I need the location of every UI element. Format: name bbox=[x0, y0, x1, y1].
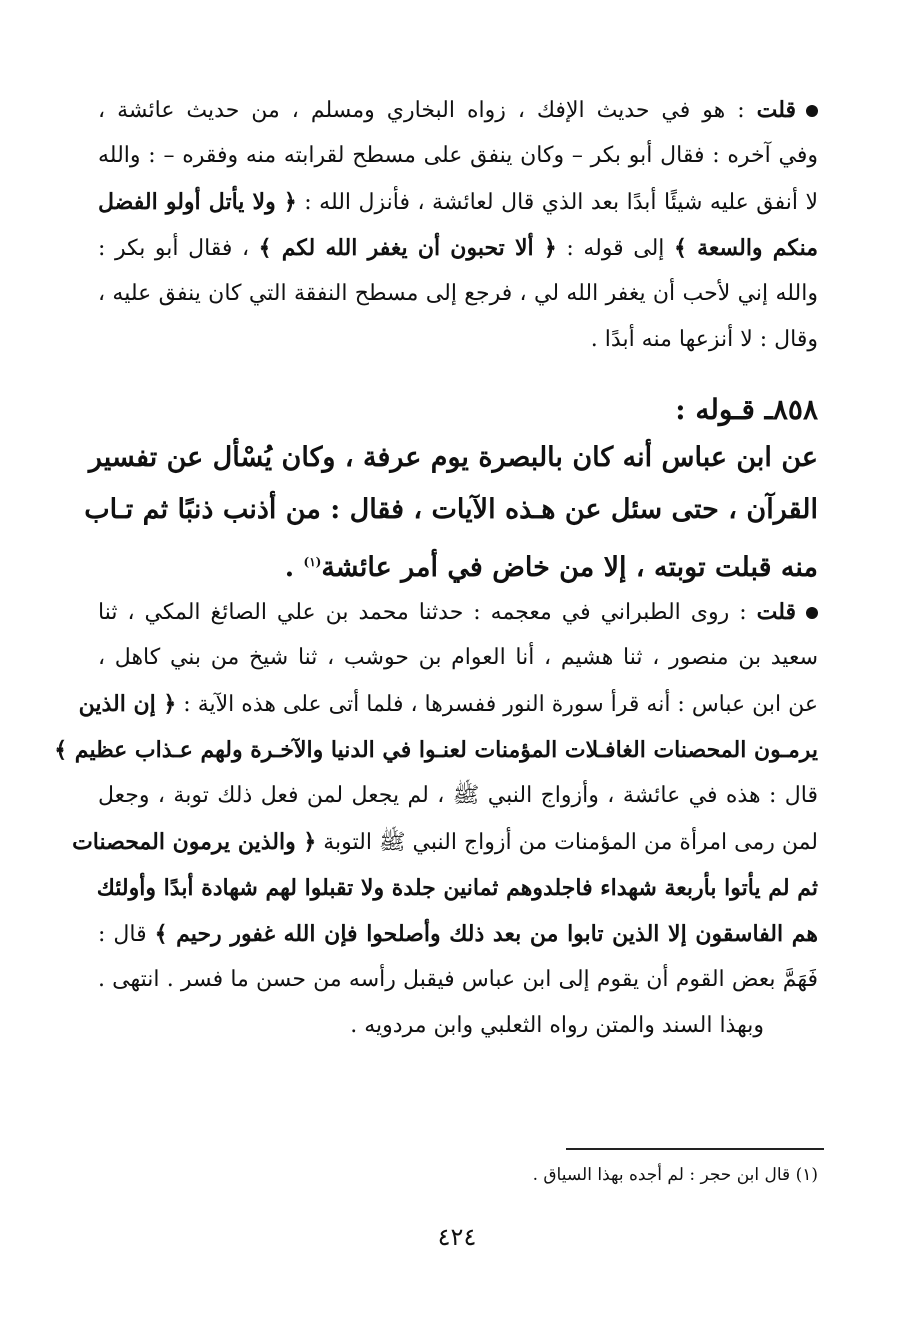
bullet-icon bbox=[806, 105, 818, 117]
bold-text: قلت bbox=[756, 97, 796, 123]
bold-text: منكم والسعة ﴾ bbox=[673, 235, 818, 261]
text-span: قال : bbox=[98, 922, 155, 947]
quote-text: عن ابن عباس أنه كان بالبصرة يوم عرفة ، وكان يُسْأل عن تفسير bbox=[88, 442, 818, 473]
text-line bbox=[72, 820, 818, 865]
text-line bbox=[98, 226, 818, 271]
quote-line bbox=[84, 482, 818, 538]
bold-text: ﴿ ولا يأتل أولو الفضل bbox=[98, 189, 297, 215]
text-span: والله إني لأحب أن يغفر الله لي ، فرجع إلى مسطح النفقة التي كان ينفق عليه ، bbox=[98, 281, 818, 306]
text-span: : روى الطبراني في معجمه : حدثنا محمد بن علي الصائغ المكي ، ثنا bbox=[98, 600, 757, 625]
text-line bbox=[98, 774, 818, 818]
text-span: سعيد بن منصور ، ثنا هشيم ، أنا العوام بن حوشب ، ثنا شيخ من بني كاهل ، bbox=[98, 645, 818, 670]
text-line bbox=[98, 912, 818, 957]
quote-text: منه قبلت توبته ، إلا من خاض في أمر عائشة bbox=[321, 552, 818, 583]
quote-line bbox=[88, 430, 818, 486]
bold-text: قلت bbox=[756, 599, 796, 625]
text-line bbox=[98, 590, 818, 635]
bold-text: ﴿ إن الذين bbox=[78, 691, 177, 717]
text-line bbox=[98, 958, 818, 1002]
quote-text: القرآن ، حتى سئل عن هـذه الآيات ، فقال : من أذنب ذنبًا ثم تـاب bbox=[84, 494, 818, 525]
text-line bbox=[98, 88, 818, 133]
bold-text: يرمـون المحصنات الغافـلات المؤمنات لعنـوا في الدنيا والآخـرة ولهم عـذاب عظيم ﴾ bbox=[54, 737, 818, 763]
text-line bbox=[98, 134, 818, 178]
footnote: (١) قال ابن حجر : لم أجده بهذا السياق . bbox=[532, 1165, 818, 1185]
text-line bbox=[98, 180, 818, 225]
text-span: وفي آخره : فقال أبو بكر – وكان ينفق على مسطح لقرابته منه وفقره – : والله bbox=[98, 143, 818, 168]
text-line bbox=[98, 318, 818, 362]
text-span: : هو في حديث الإفك ، زواه البخاري ومسلم ، من حديث عائشة ، bbox=[98, 98, 757, 123]
text-span: وقال : لا أنزعها منه أبدًا . bbox=[590, 327, 818, 352]
bullet-icon bbox=[806, 607, 818, 619]
footnote-divider bbox=[566, 1148, 824, 1150]
text-line bbox=[98, 272, 818, 316]
text-span: قال : هذه في عائشة ، وأزواج النبي ﷺ ، لم يجعل لمن فعل ذلك توبة ، وجعل bbox=[98, 783, 818, 808]
bold-text: هم الفاسقون إلا الذين تابوا من بعد ذلك وأصلحوا فإن الله غفور رحيم ﴾ bbox=[154, 921, 818, 947]
text-span: وبهذا السند والمتن رواه الثعلبي وابن مردويه . bbox=[350, 1013, 764, 1038]
section-heading: ٨٥٨ـ قـوله : bbox=[675, 393, 818, 426]
text-line bbox=[98, 636, 818, 680]
text-line bbox=[350, 1004, 764, 1048]
page-number: ٤٢٤ bbox=[437, 1223, 477, 1251]
bold-text: ﴿ ألا تحبون أن يغفر الله لكم ﴾ bbox=[258, 235, 557, 261]
text-span: فَهَمَّ بعض القوم أن يقوم إلى ابن عباس فيقبل رأسه من حسن ما فسر . انتهى . bbox=[98, 967, 818, 992]
text-span: لمن رمى امرأة من المؤمنات من أزواج النبي ﷺ التوبة bbox=[316, 830, 818, 855]
text-span: عن ابن عباس : أنه قرأ سورة النور ففسرها ، فلما أتى على هذه الآية : bbox=[176, 692, 818, 717]
text-span: ، فقال أبو بكر : bbox=[98, 236, 259, 261]
bold-text: ثم لم يأتوا بأربعة شهداء فاجلدوهم ثمانين جلدة ولا تقبلوا لهم شهادة أبدًا وأولئك bbox=[96, 875, 818, 901]
footnote-reference: (١) bbox=[303, 555, 322, 569]
text-line bbox=[78, 682, 818, 727]
quote-line bbox=[98, 534, 818, 596]
end-mark: . bbox=[284, 552, 304, 583]
text-span: لا أنفق عليه شيئًا أبدًا بعد الذي قال لعائشة ، فأنزل الله : bbox=[296, 190, 818, 215]
bold-text: ﴿ والذين يرمون المحصنات bbox=[72, 829, 317, 855]
text-line bbox=[98, 866, 818, 911]
text-line bbox=[54, 728, 818, 773]
text-span: إلى قوله : bbox=[556, 236, 674, 261]
